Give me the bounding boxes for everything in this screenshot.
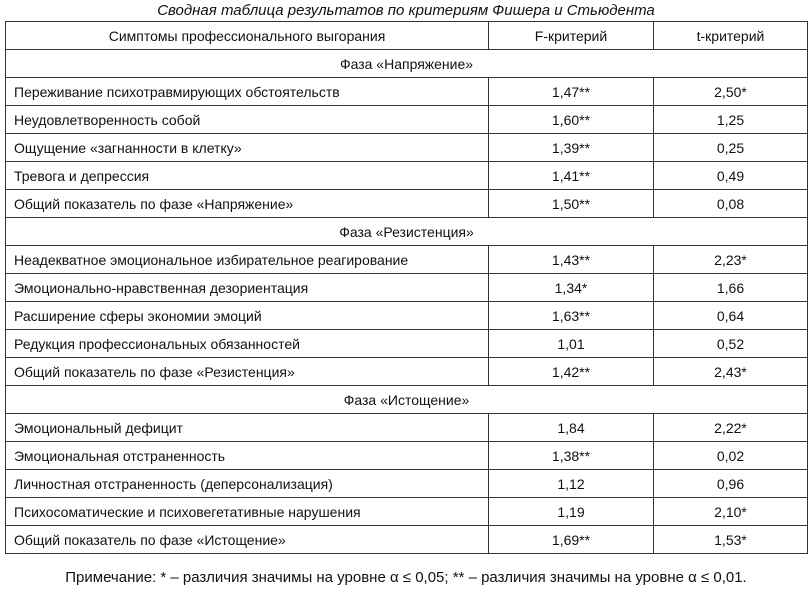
table-title: Сводная таблица результатов по критериям Фишера и Стьюдента bbox=[157, 2, 655, 19]
f-value: 1,60** bbox=[489, 106, 654, 134]
f-value: 1,34* bbox=[489, 274, 654, 302]
table-row bbox=[6, 358, 808, 386]
f-value: 1,50** bbox=[489, 190, 654, 218]
table-row bbox=[6, 274, 808, 302]
f-value: 1,69** bbox=[489, 526, 654, 554]
t-value: 2,43* bbox=[654, 358, 808, 386]
t-value: 2,23* bbox=[654, 246, 808, 274]
t-value: 2,10* bbox=[654, 498, 808, 526]
f-value: 1,19 bbox=[489, 498, 654, 526]
t-value: 0,64 bbox=[654, 302, 808, 330]
header-t-criterion: t-критерий bbox=[654, 22, 808, 50]
table-body bbox=[6, 50, 808, 554]
symptom-name: Общий показатель по фазе «Истощение» bbox=[6, 526, 489, 554]
phase-row bbox=[6, 386, 808, 414]
t-value: 0,96 bbox=[654, 470, 808, 498]
f-value: 1,63** bbox=[489, 302, 654, 330]
f-value: 1,39** bbox=[489, 134, 654, 162]
symptom-name: Расширение сферы экономии эмоций bbox=[6, 302, 489, 330]
symptom-name: Общий показатель по фазе «Напряжение» bbox=[6, 190, 489, 218]
f-value: 1,42** bbox=[489, 358, 654, 386]
header-row bbox=[6, 22, 808, 50]
header-f-criterion: F-критерий bbox=[489, 22, 654, 50]
phase-label: Фаза «Напряжение» bbox=[6, 50, 808, 78]
symptom-name: Психосоматические и психовегетативные нарушения bbox=[6, 498, 489, 526]
f-value: 1,43** bbox=[489, 246, 654, 274]
symptom-name: Переживание психотравмирующих обстоятельств bbox=[6, 78, 489, 106]
t-value: 1,66 bbox=[654, 274, 808, 302]
symptom-name: Эмоционально-нравственная дезориентация bbox=[6, 274, 489, 302]
t-value: 1,25 bbox=[654, 106, 808, 134]
symptom-name: Тревога и депрессия bbox=[6, 162, 489, 190]
results-table bbox=[5, 21, 808, 554]
t-value: 0,08 bbox=[654, 190, 808, 218]
footnote: Примечание: * – различия значимы на уровне α ≤ 0,05; ** – различия значимы на уровне α ≤ 0,01. bbox=[65, 569, 747, 586]
f-value: 1,12 bbox=[489, 470, 654, 498]
table-row bbox=[6, 134, 808, 162]
table-row bbox=[6, 78, 808, 106]
t-value: 1,53* bbox=[654, 526, 808, 554]
f-value: 1,41** bbox=[489, 162, 654, 190]
table-row bbox=[6, 106, 808, 134]
symptom-name: Эмоциональная отстраненность bbox=[6, 442, 489, 470]
t-value: 0,52 bbox=[654, 330, 808, 358]
symptom-name: Общий показатель по фазе «Резистенция» bbox=[6, 358, 489, 386]
header-symptoms: Симптомы профессионального выгорания bbox=[6, 22, 489, 50]
symptom-name: Неудовлетворенность собой bbox=[6, 106, 489, 134]
table-row bbox=[6, 190, 808, 218]
phase-row bbox=[6, 50, 808, 78]
table-row bbox=[6, 162, 808, 190]
t-value: 0,49 bbox=[654, 162, 808, 190]
table-row bbox=[6, 302, 808, 330]
symptom-name: Неадекватное эмоциональное избирательное реагирование bbox=[6, 246, 489, 274]
table-row bbox=[6, 414, 808, 442]
f-value: 1,01 bbox=[489, 330, 654, 358]
t-value: 0,02 bbox=[654, 442, 808, 470]
table-row bbox=[6, 526, 808, 554]
table-row bbox=[6, 246, 808, 274]
f-value: 1,47** bbox=[489, 78, 654, 106]
phase-label: Фаза «Истощение» bbox=[6, 386, 808, 414]
phase-label: Фаза «Резистенция» bbox=[6, 218, 808, 246]
symptom-name: Редукция профессиональных обязанностей bbox=[6, 330, 489, 358]
symptom-name: Эмоциональный дефицит bbox=[6, 414, 489, 442]
symptom-name: Ощущение «загнанности в клетку» bbox=[6, 134, 489, 162]
table-row bbox=[6, 442, 808, 470]
symptom-name: Личностная отстраненность (деперсонализация) bbox=[6, 470, 489, 498]
table-row bbox=[6, 470, 808, 498]
t-value: 2,50* bbox=[654, 78, 808, 106]
f-value: 1,84 bbox=[489, 414, 654, 442]
table-row bbox=[6, 498, 808, 526]
phase-row bbox=[6, 218, 808, 246]
t-value: 2,22* bbox=[654, 414, 808, 442]
table-row bbox=[6, 330, 808, 358]
f-value: 1,38** bbox=[489, 442, 654, 470]
t-value: 0,25 bbox=[654, 134, 808, 162]
